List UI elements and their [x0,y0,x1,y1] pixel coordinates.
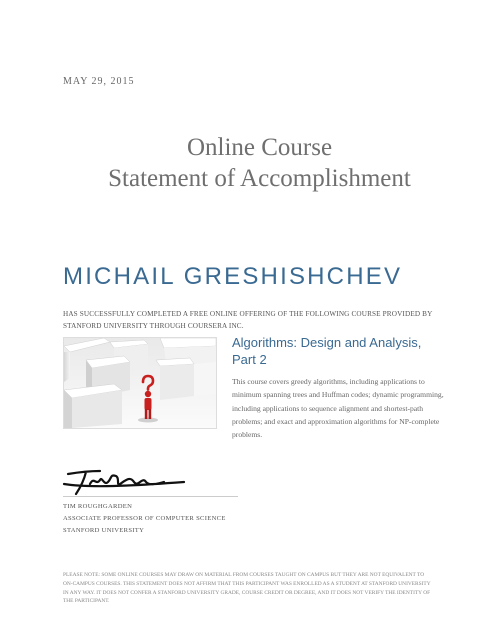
signature-line [63,496,238,497]
course-image [63,337,217,429]
signer-name: TIM ROUGHGARDEN [63,503,133,510]
signer-organization: STANFORD UNIVERSITY [63,527,145,534]
certificate-title-line1: Online Course [186,134,333,161]
course-title: Algorithms: Design and Analysis, Part 2 [232,335,422,367]
signature-image [60,462,190,498]
certificate-title-line2: Statement of Accomplishment [108,165,411,192]
disclaimer-note: PLEASE NOTE: SOME ONLINE COURSES MAY DRAW ON MATERIAL FROM COURSES TAUGHT ON CAMPUS BUT THEY ARE NOT EQUIVALENT TO ON-CAMPUS COURSES. THIS STATEMENT DOES NOT AFFIRM THAT THIS PARTICIPANT WAS ENROLLED AS A STUDENT AT STANFORD UNIVERSITY IN ANY WAY. IT DOES NOT CONFER A STANFORD UNIVERSITY GRADE, COURSE CREDIT OR DEGREE, AND IT DOES NOT VERIFY THE IDENTITY OF THE PARTICIPANT. [63,572,431,605]
signer-title: ASSOCIATE PROFESSOR OF COMPUTER SCIENCE [63,515,226,522]
recipient-name: MICHAIL GRESHISHCHEV [63,263,403,290]
certificate-date: MAY 29, 2015 [63,76,135,87]
course-description: This course covers greedy algorithms, including applications to minimum spanning trees and Huffman codes; dynamic programming, including applications to sequence alignment and shortest-path problems; and exact and approximation algorithms for NP-complete problems. [232,377,444,440]
completion-statement: HAS SUCCESSFULLY COMPLETED A FREE ONLINE OFFERING OF THE FOLLOWING COURSE PROVIDED BY STANFORD UNIVERSITY THROUGH COURSERA INC. [63,310,433,330]
maze-illustration [64,338,216,428]
